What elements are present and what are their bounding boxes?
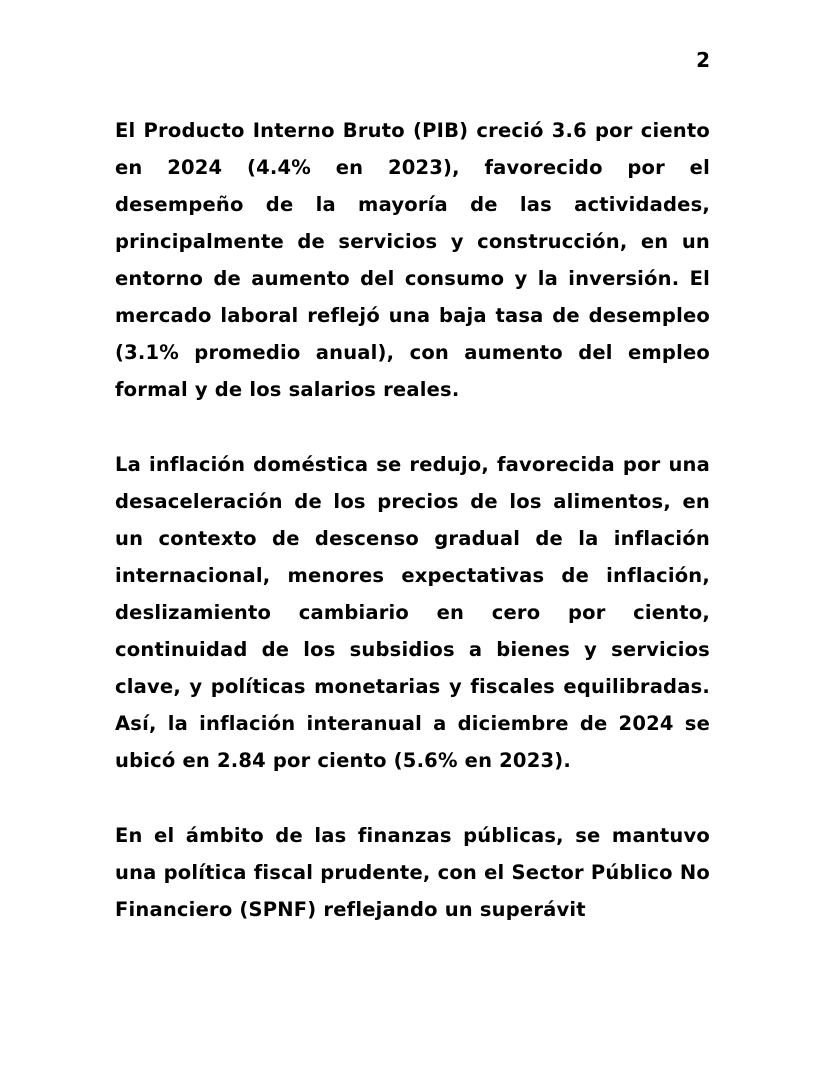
paragraph-inflation: La inflación doméstica se redujo, favorecida por una desaceleración de los precios de los alimentos, en un contexto de descenso gradual de la inflación internacional, menores expectativas de inflación, deslizamiento cambiario en cero por ciento, continuidad de los subsidios a bienes y servicios clave, y políticas monetarias y fiscales equilibradas. Así, la inflación interanual a diciembre de 2024 se ubicó en 2.84 por ciento (5.6% en 2023). (115, 453, 710, 772)
paragraph-public-finances: En el ámbito de las finanzas públicas, se mantuvo una política fiscal prudente, con el Sector Público No Financiero (SPNF) reflejando un superávit (115, 824, 710, 921)
page-number: 2 (696, 48, 710, 72)
paragraph-pib-growth: El Producto Interno Bruto (PIB) creció 3.6 por ciento en 2024 (4.4% en 2023), favorecido por el desempeño de la mayoría de las actividades, principalmente de servicios y construcción, en un entorno de aumento del consumo y la inversión. El mercado laboral reflejó una baja tasa de desempleo (3.1% promedio anual), con aumento del empleo formal y de los salarios reales. (115, 119, 710, 401)
